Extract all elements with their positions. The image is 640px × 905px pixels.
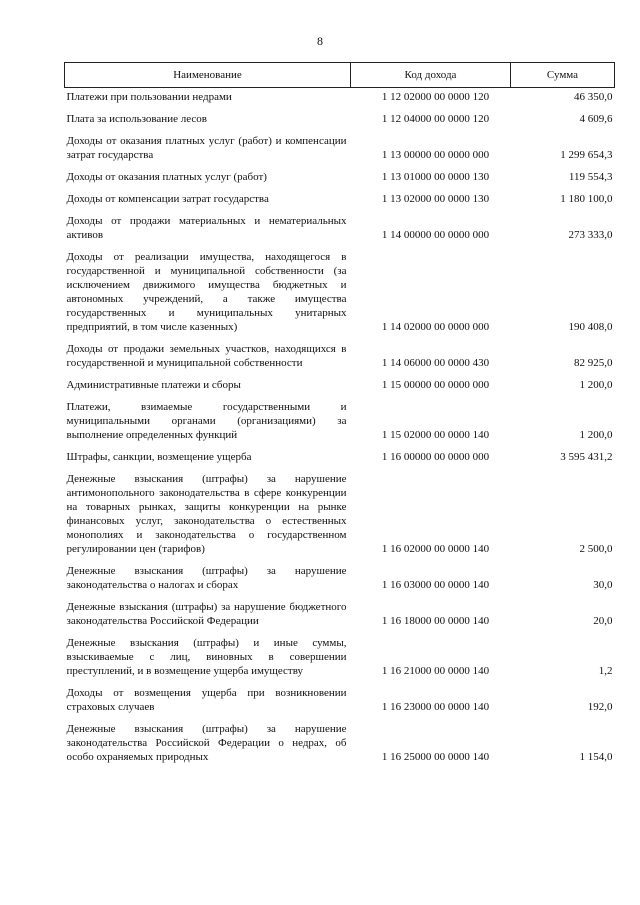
row-code-cell: 1 12 02000 00 0000 120 (381, 91, 490, 103)
row-sum-cell: 20,0 (593, 615, 613, 627)
row-name-cell: Доходы от продажи земельных участков, находящихся в государственной и муниципальной собственности (66, 343, 347, 369)
row-name-cell: Денежные взыскания (штрафы) и иные суммы, взыскиваемые с лиц, виновных в совершении преступлений, и в возмещение ущерба имуществу (66, 637, 347, 677)
table-row (65, 448, 615, 470)
row-sum-cell: 4 609,6 (579, 113, 613, 125)
row-code-cell: 1 16 23000 00 0000 140 (381, 701, 490, 713)
table-row (65, 132, 615, 168)
table-row (65, 634, 615, 684)
table-row (65, 398, 615, 448)
row-code-cell: 1 13 00000 00 0000 000 (381, 149, 490, 161)
row-sum-cell: 190 408,0 (568, 321, 613, 333)
header-code: Код дохода (351, 63, 511, 88)
row-name-cell: Денежные взыскания (штрафы) за нарушение бюджетного законодательства Российской Федерации (66, 601, 347, 627)
row-sum-cell: 273 333,0 (568, 229, 613, 241)
table-row (65, 88, 615, 111)
row-name-cell: Доходы от оказания платных услуг (работ) и компенсации затрат государства (66, 135, 347, 161)
row-code-cell: 1 14 00000 00 0000 000 (381, 229, 490, 241)
table-row (65, 470, 615, 562)
row-code-cell: 1 16 02000 00 0000 140 (381, 543, 490, 555)
row-code-cell: 1 13 02000 00 0000 130 (381, 193, 490, 205)
row-sum-cell: 30,0 (593, 579, 613, 591)
row-name-cell: Доходы от реализации имущества, находящегося в государственной и муниципальной собственности (за исключением движимого имущества бюджетных и автономных учреждений, а также имущества государственных и муниципальных унитарных предприятий, в том числе казенных) (66, 251, 347, 333)
row-code-cell: 1 16 00000 00 0000 000 (381, 451, 490, 463)
row-name-cell: Денежные взыскания (штрафы) за нарушение законодательства о налогах и сборах (66, 565, 347, 591)
table-header-row (65, 63, 615, 88)
row-code-cell: 1 16 18000 00 0000 140 (381, 615, 490, 627)
row-name-cell: Доходы от возмещения ущерба при возникновении страховых случаев (66, 687, 347, 713)
row-sum-cell: 119 554,3 (568, 171, 613, 183)
table-row (65, 248, 615, 340)
row-code-cell: 1 16 21000 00 0000 140 (381, 665, 490, 677)
row-sum-cell: 192,0 (587, 701, 613, 713)
row-sum-cell: 1 200,0 (579, 379, 613, 391)
row-name-cell: Доходы от компенсации затрат государства (66, 193, 269, 205)
table-row (65, 720, 615, 770)
table-row (65, 110, 615, 132)
table-row (65, 340, 615, 376)
row-sum-cell: 1 200,0 (579, 429, 613, 441)
row-name-cell: Доходы от оказания платных услуг (работ) (66, 171, 267, 183)
row-name-cell: Доходы от продажи материальных и нематериальных активов (66, 215, 347, 241)
row-name-cell: Плата за использование лесов (66, 113, 207, 125)
row-code-cell: 1 15 02000 00 0000 140 (381, 429, 490, 441)
row-code-cell: 1 12 04000 00 0000 120 (381, 113, 490, 125)
row-code-cell: 1 14 06000 00 0000 430 (381, 357, 490, 369)
table-row (65, 684, 615, 720)
table-row (65, 376, 615, 398)
table-body (65, 88, 615, 771)
table-row (65, 168, 615, 190)
header-name: Наименование (65, 63, 351, 88)
table-row (65, 598, 615, 634)
row-name-cell: Денежные взыскания (штрафы) за нарушение антимонопольного законодательства в сфере конкуренции на товарных рынках, защиты конкуренции на рынке финансовых услуг, законодательства о естественных монополиях и законодательства о государственном регулировании цен (тарифов) (66, 473, 347, 555)
table-row (65, 212, 615, 248)
row-name-cell: Штрафы, санкции, возмещение ущерба (66, 451, 252, 463)
header-sum: Сумма (511, 63, 615, 88)
row-sum-cell: 2 500,0 (579, 543, 613, 555)
row-sum-cell: 1,2 (598, 665, 613, 677)
page-number: 8 (317, 34, 323, 48)
revenue-table (64, 62, 615, 770)
row-name-cell: Платежи, взимаемые государственными и муниципальными органами (организациями) за выполнение определенных функций (66, 401, 347, 441)
row-code-cell: 1 15 00000 00 0000 000 (381, 379, 490, 391)
row-code-cell: 1 14 02000 00 0000 000 (381, 321, 490, 333)
row-sum-cell: 3 595 431,2 (560, 451, 613, 463)
row-code-cell: 1 16 03000 00 0000 140 (381, 579, 490, 591)
row-name-cell: Платежи при пользовании недрами (66, 91, 232, 103)
row-code-cell: 1 13 01000 00 0000 130 (381, 171, 490, 183)
table-row (65, 562, 615, 598)
row-code-cell: 1 16 25000 00 0000 140 (381, 751, 490, 763)
row-sum-cell: 1 299 654,3 (560, 149, 613, 161)
table-row (65, 190, 615, 212)
row-sum-cell: 1 154,0 (579, 751, 613, 763)
row-sum-cell: 1 180 100,0 (560, 193, 613, 205)
row-sum-cell: 46 350,0 (574, 91, 613, 103)
row-sum-cell: 82 925,0 (574, 357, 613, 369)
row-name-cell: Административные платежи и сборы (66, 379, 241, 391)
row-name-cell: Денежные взыскания (штрафы) за нарушение законодательства Российской Федерации о недрах, об особо охраняемых природных (66, 723, 347, 763)
